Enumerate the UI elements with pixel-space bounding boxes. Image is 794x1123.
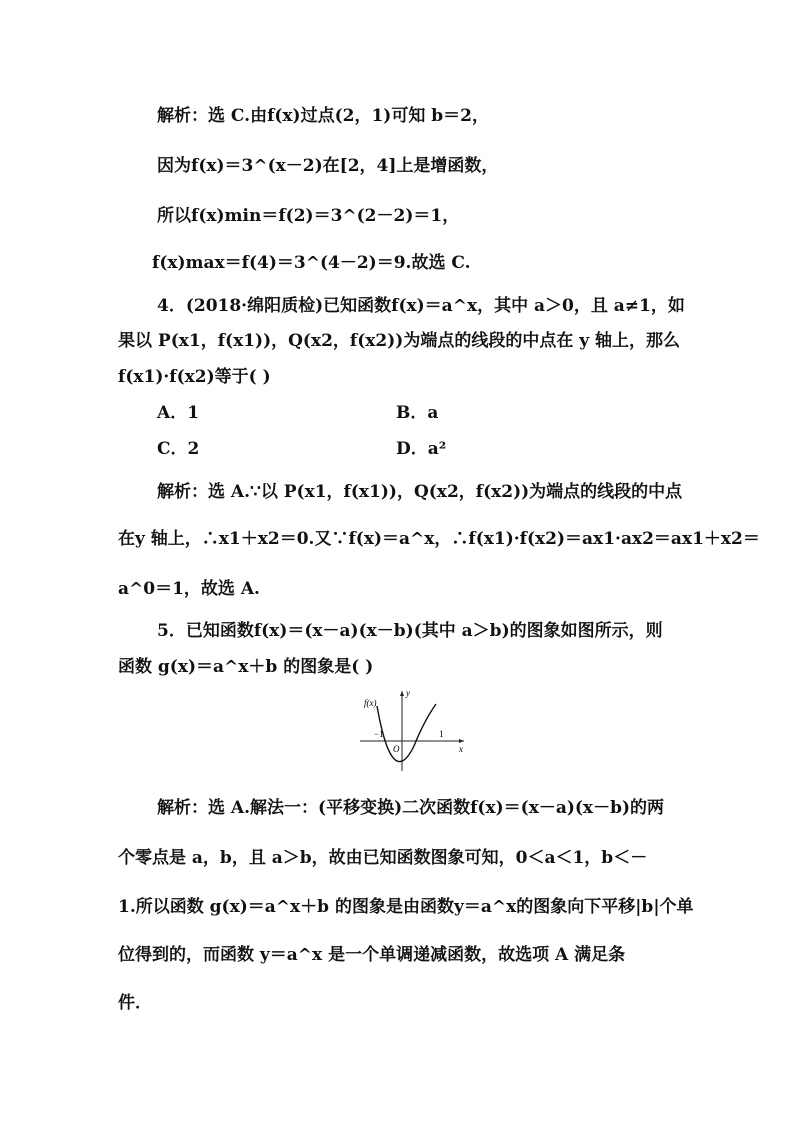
solution-3-line-2: 因为f(x)＝3^(x－2)在[2，4]上是增函数， xyxy=(157,156,499,176)
solution-4-line-2: 在y 轴上，∴x1＋x2＝0.又∵f(x)＝a^x，∴f(x1)·f(x2)＝ax1·ax2＝ax1＋x2＝ xyxy=(118,529,760,549)
option-d: D．a² xyxy=(396,439,447,459)
fx-label: f(x) xyxy=(364,698,377,708)
question-5-line-1: 5．已知函数f(x)＝(x－a)(x－b)(其中 a＞b)的图象如图所示，则 xyxy=(157,621,663,641)
solution-5-line-1: 解析：选 A.解法一：(平移变换)二次函数f(x)＝(x－a)(x－b)的两 xyxy=(157,798,664,818)
solution-3-line-3: 所以f(x)min＝f(2)＝3^(2－2)＝1， xyxy=(157,206,460,226)
origin-label: O xyxy=(393,744,400,754)
question-4-line-1: 4．(2018·绵阳质检)已知函数f(x)＝a^x，其中 a＞0，且 a≠1，如 xyxy=(157,296,685,316)
parabola-figure xyxy=(352,686,472,776)
solution-5-line-5: 件． xyxy=(118,993,152,1013)
solution-4-line-1: 解析：选 A.∵以 P(x1，f(x1))，Q(x2，f(x2))为端点的线段的中点 xyxy=(157,482,683,502)
option-b: B．a xyxy=(396,403,439,423)
solution-5-line-3: 1.所以函数 g(x)＝a^x＋b 的图象是由函数y＝a^x的图象向下平移|b|个单 xyxy=(118,897,694,917)
solution-3-heading: 解析：选 C.由f(x)过点(2，1)可知 b＝2， xyxy=(157,106,489,126)
y-axis-label: y xyxy=(406,688,410,698)
solution-5-line-4: 位得到的，而函数 y＝a^x 是一个单调递减函数，故选项 A 满足条 xyxy=(118,945,626,965)
solution-3-line-4: f(x)max＝f(4)＝3^(4－2)＝9.故选 C. xyxy=(152,253,471,273)
option-a: A．1 xyxy=(157,403,200,423)
solution-4-line-3: a^0＝1，故选 A. xyxy=(118,579,260,599)
x-axis-label: x xyxy=(459,744,463,754)
tick-neg-1: −1 xyxy=(374,729,384,739)
solution-5-line-2: 个零点是 a，b，且 a＞b，故由已知函数图象可知，0＜a＜1，b＜－ xyxy=(118,848,648,868)
tick-1: 1 xyxy=(439,729,444,739)
question-4-line-3: f(x1)·f(x2)等于( ) xyxy=(118,367,271,387)
question-4-line-2: 果以 P(x1，f(x1))，Q(x2，f(x2))为端点的线段的中点在 y 轴上，那么 xyxy=(118,331,681,351)
option-c: C．2 xyxy=(157,439,200,459)
question-5-line-2: 函数 g(x)＝a^x＋b 的图象是( ) xyxy=(118,657,374,677)
